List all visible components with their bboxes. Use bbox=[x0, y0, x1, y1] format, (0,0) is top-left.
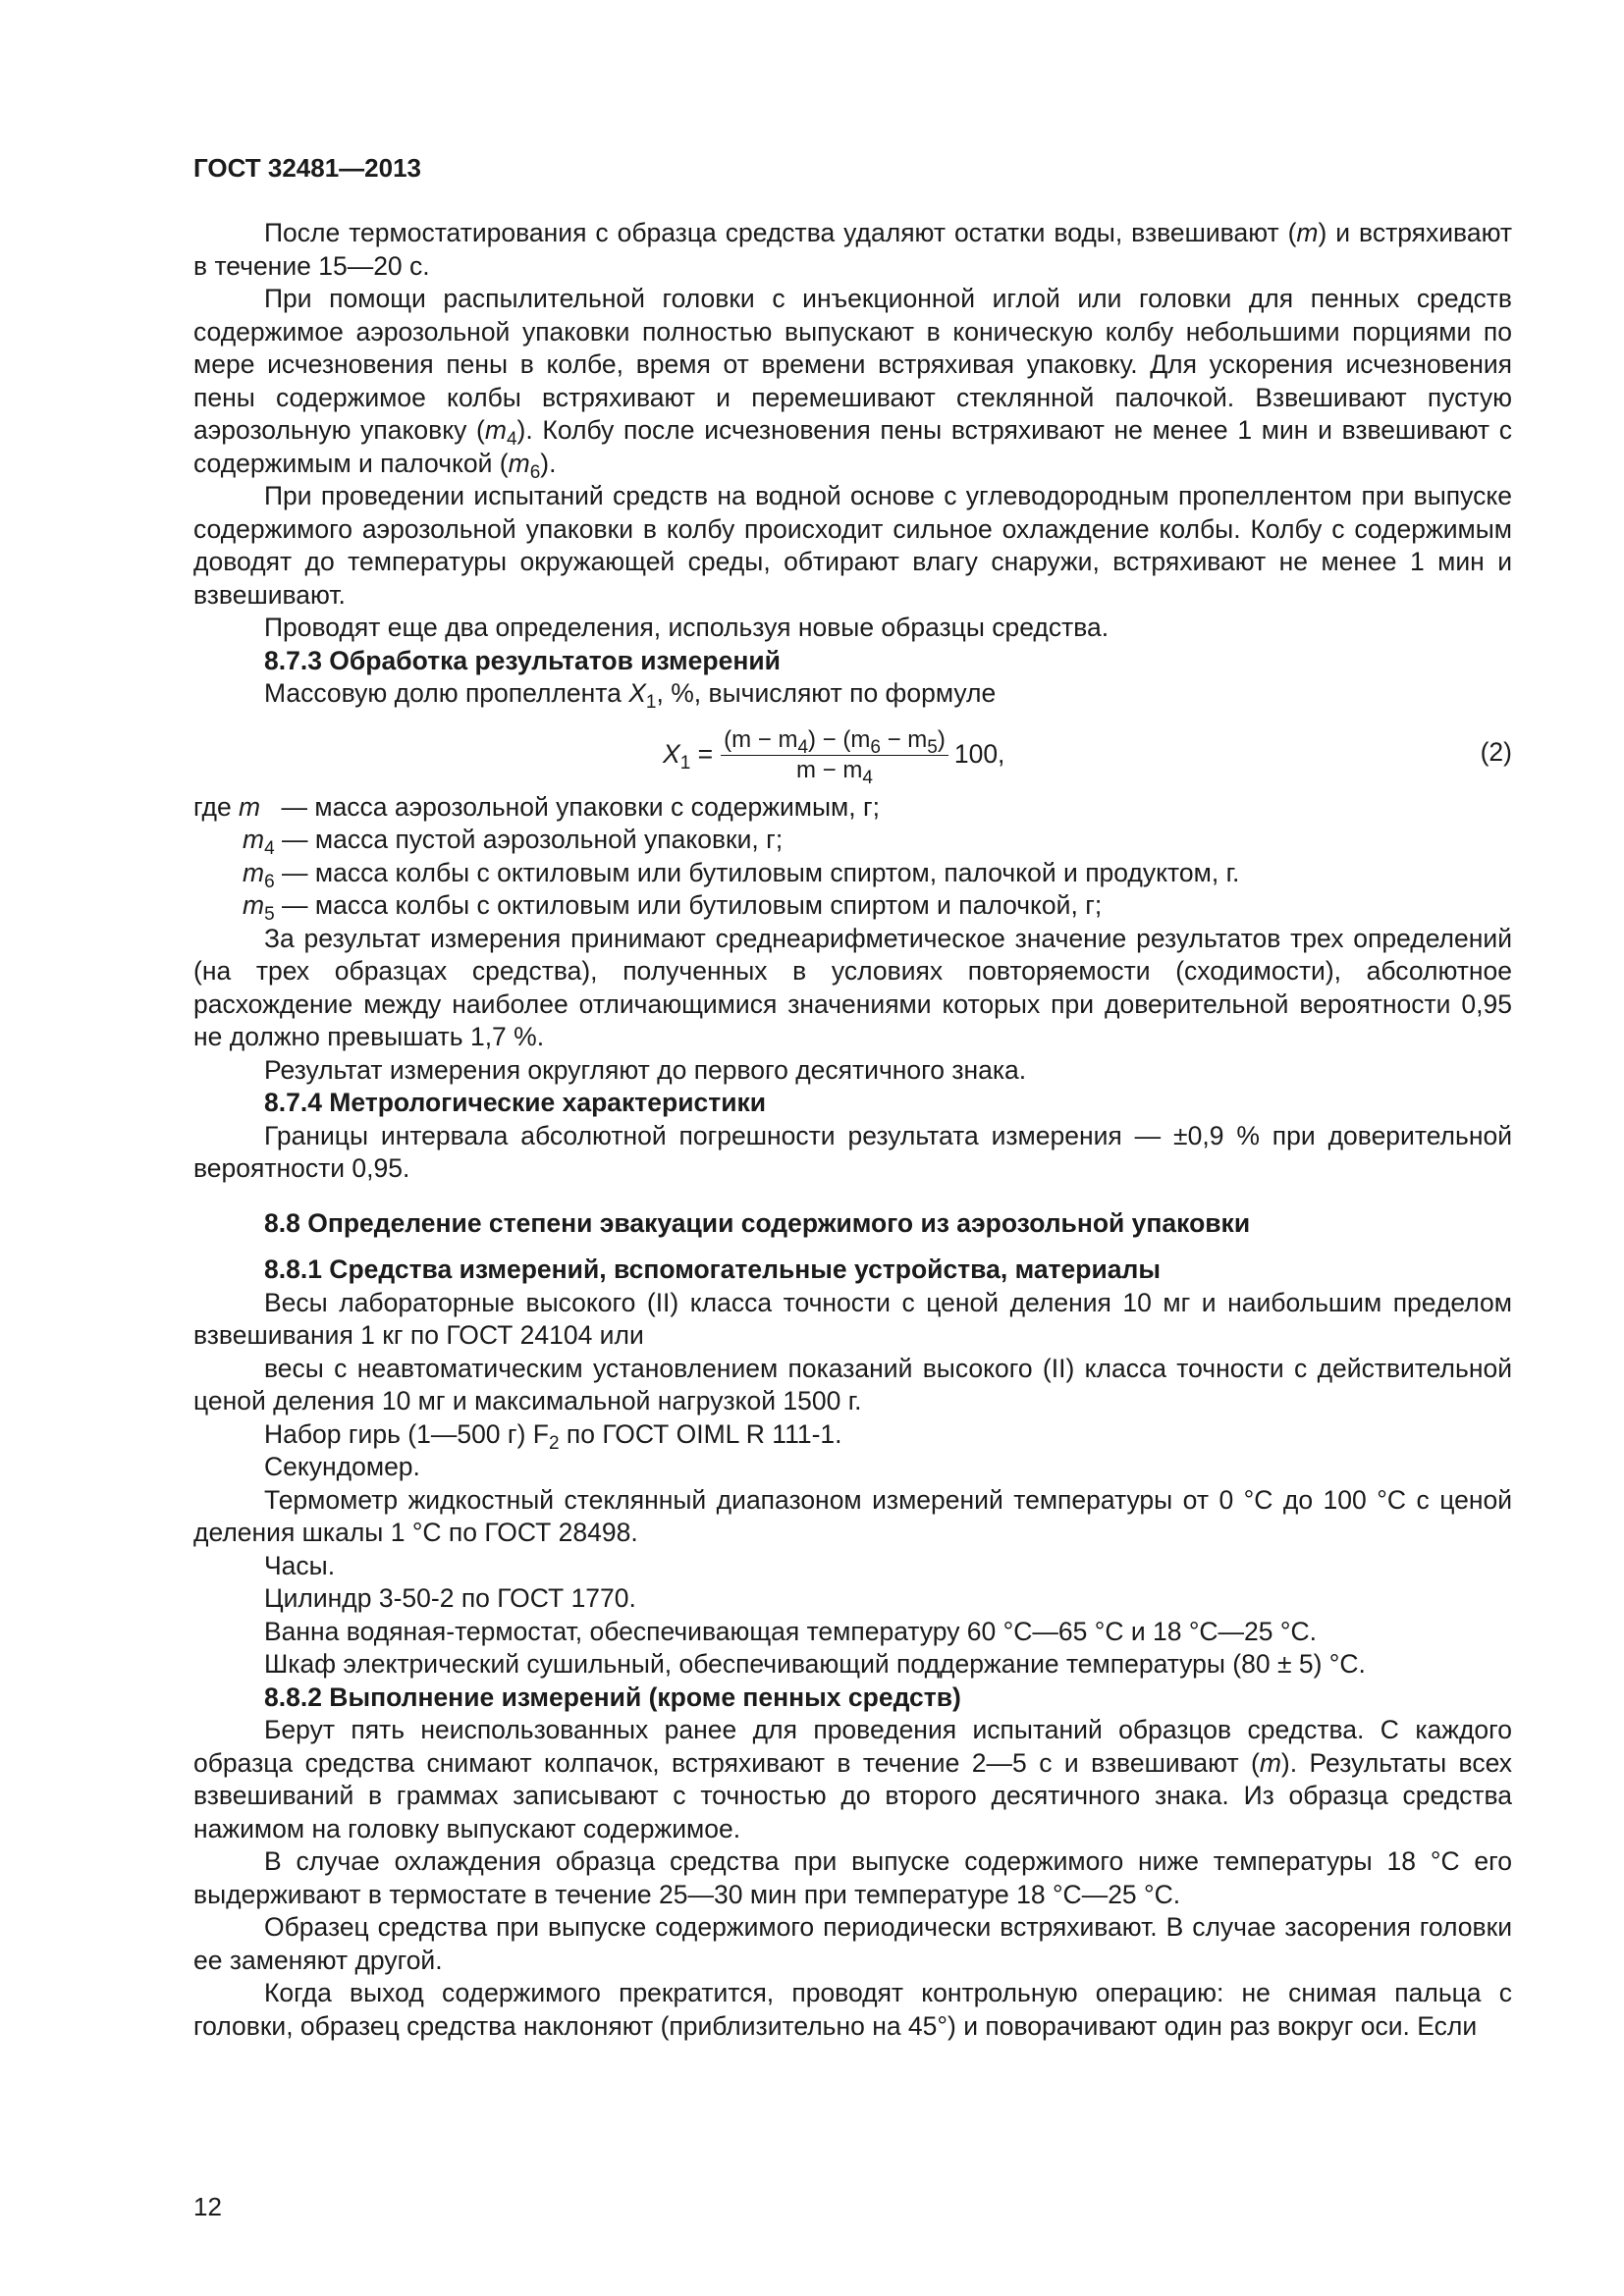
legend-line: $m_6$ — масса колбы с октиловым или бутиловым спиртом, палочкой и продуктом, г. bbox=[243, 857, 1240, 892]
paragraph: Часы. bbox=[264, 1550, 336, 1580]
paragraph: Ванна водяная-термостат, обеспечивающая температуру 60 °С—65 °С и 18 °С—25 °С. bbox=[264, 1616, 1317, 1646]
paragraph: Границы интервала абсолютной погрешности результата измерения — ±0,9 % при доверительной вероятности 0,95. bbox=[193, 1120, 1512, 1183]
section-heading-8-7-4: 8.7.4 Метрологические характеристики bbox=[264, 1088, 767, 1117]
equation-number: (2) bbox=[1480, 736, 1512, 767]
legend-line: где m — масса аэрозольной упаковки с содержимым, г; bbox=[193, 791, 880, 822]
formula-fraction bbox=[721, 725, 948, 788]
page-number: 12 bbox=[193, 2192, 222, 2221]
paragraph: За результат измерения принимают среднеарифметическое значение результатов трех определений (на трех образцах средства), полученных в условиях повторяемости (сходимости), абсолютное расхождение между наиболее отличающимися значениями которых при доверительной вероятности 0,95 не должно превышать 1,7 %. bbox=[193, 923, 1512, 1051]
section-heading-8-8: 8.8 Определение степени эвакуации содержимого из аэрозольной упаковки bbox=[264, 1207, 1251, 1238]
paragraph: Весы лабораторные высокого (II) класса точности с ценой деления 10 мг и наибольшим пределом взвешивания 1 кг по ГОСТ 24104 или bbox=[193, 1287, 1512, 1350]
paragraph: Берут пять неиспользованных ранее для проведения испытаний образцов средства. С каждого образца средства снимают колпачок, встряхивают в течение 2—5 с и взвешивают (m). Результаты всех взвешиваний в граммах записывают с точностью до второго десятичного знака. Из образца средства нажимом на головку выпускают содержимое. bbox=[193, 1715, 1512, 1843]
section-heading-8-8-1: 8.8.1 Средства измерений, вспомогательные устройства, материалы bbox=[264, 1255, 1161, 1284]
paragraph: весы с неавтоматическим установлением показаний высокого (II) класса точности с действительной ценой деления 10 мг и максимальной нагрузкой 1500 г. bbox=[193, 1353, 1512, 1415]
paragraph: Массовую долю пропеллента $X_1$, %, вычисляют по формуле bbox=[264, 678, 997, 713]
section-heading-8-8-2: 8.8.2 Выполнение измерений (кроме пенных средств) bbox=[264, 1682, 961, 1712]
paragraph: Проводят еще два определения, используя новые образцы средства. bbox=[264, 613, 1110, 642]
paragraph: Термометр жидкостный стеклянный диапазоном измерений температуры от 0 °С до 100 °С с ценой деления шкалы 1 °С по ГОСТ 28498. bbox=[193, 1484, 1512, 1547]
legend-line: $m_4$ — масса пустой аэрозольной упаковки, г; bbox=[243, 825, 784, 859]
formula-expression: $X_1$ = $\frac{(m - m_4) - (m_6 - m_5)}{m - m_4}$ 100, bbox=[663, 725, 1005, 788]
document-body bbox=[193, 217, 1512, 2043]
legend-line: $m_5$ — масса колбы с октиловым или бутиловым спиртом и палочкой, г; bbox=[243, 890, 1103, 925]
paragraph: Цилиндр 3-50-2 по ГОСТ 1770. bbox=[264, 1583, 636, 1613]
paragraph: После термостатирования с образца средства удаляют остатки воды, взвешивают (m) и встряхивают в течение 15—20 с. bbox=[193, 218, 1512, 281]
formula-denominator: $m - m_4$ bbox=[796, 756, 873, 788]
formula-2 bbox=[193, 715, 1512, 788]
paragraph: Результат измерения округляют до первого десятичного знака. bbox=[264, 1054, 1027, 1085]
formula-numerator: $(m - m_4) - (m_6 - m_5)$ bbox=[721, 726, 948, 756]
paragraph: В случае охлаждения образца средства при выпуске содержимого ниже температуры 18 °С его выдерживают в термостате в течение 25—30 мин при температуре 18 °С—25 °С. bbox=[193, 1846, 1512, 1909]
paragraph: При помощи распылительной головки с инъекционной иглой или головки для пенных средств содержимое аэрозольной упаковки полностью выпускают в коническую колбу небольшими порциями по мере исчезновения пены в колбе, время от времени встряхивая упаковку. Для ускорения исчезновения пены содержимое колбы встряхивают и перемешивают стеклянной палочкой. Взвешивают пустую аэрозольную упаковку $(m_4)$. Колбу после исчезновения пены встряхивают не менее 1 мин и взвешивают с содержимым и палочкой $(m_6)$. bbox=[193, 284, 1512, 483]
paragraph: Когда выход содержимого прекратится, проводят контрольную операцию: не снимая пальца с головки, образец средства наклоняют (приблизительно на 45°) и поворачивают один раз вокруг оси. Если bbox=[193, 1978, 1512, 2041]
paragraph: Образец средства при выпуске содержимого периодически встряхивают. В случае засорения головки ее заменяют другой. bbox=[193, 1912, 1512, 1975]
document-header: ГОСТ 32481—2013 bbox=[193, 153, 421, 183]
paragraph: При проведении испытаний средств на водной основе с углеводородным пропеллентом при выпуске содержимого аэрозольной упаковки в колбу происходит сильное охлаждение колбы. Колбу с содержимым доводят до температуры окружающей среды, обтирают влагу снаружи, встряхивают не менее 1 мин и взвешивают. bbox=[193, 481, 1512, 610]
paragraph: Набор гирь (1—500 г) $F_2$ по ГОСТ OIML R 111-1. bbox=[264, 1418, 842, 1454]
paragraph: Секундомер. bbox=[264, 1452, 420, 1481]
paragraph: Шкаф электрический сушильный, обеспечивающий поддержание температуры (80 ± 5) °С. bbox=[264, 1649, 1366, 1679]
section-heading-8-7-3: 8.7.3 Обработка результатов измерений bbox=[264, 645, 781, 675]
